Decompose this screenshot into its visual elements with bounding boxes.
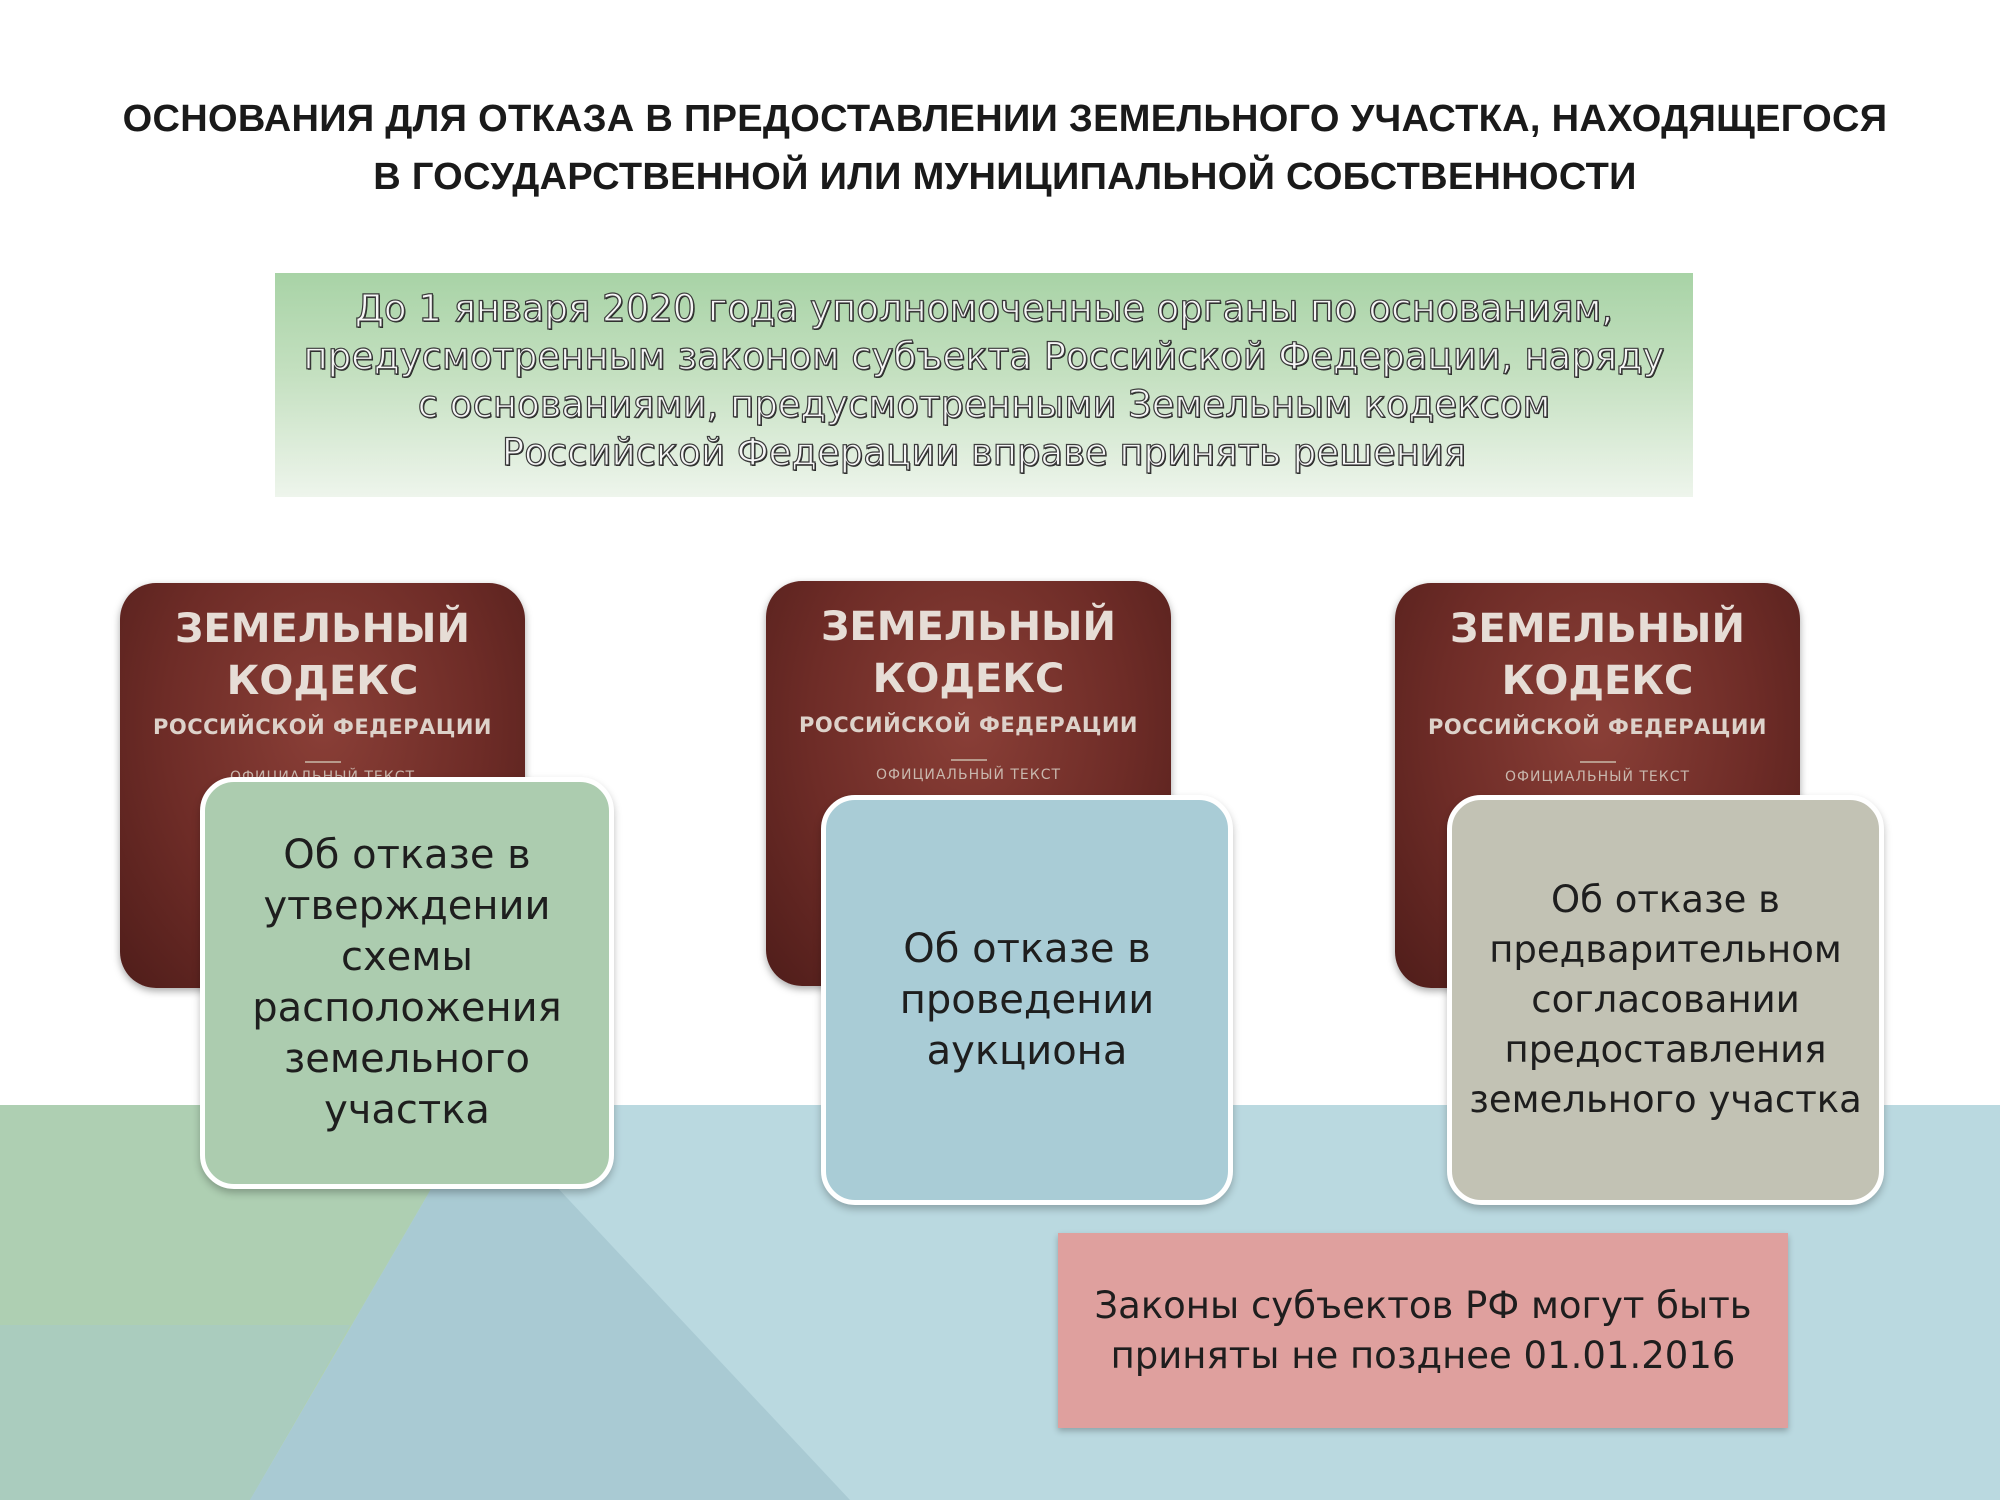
- book-title: [1395, 603, 1800, 707]
- book-subtitle: РОССИЙСКОЙ ФЕДЕРАЦИИ: [798, 713, 1139, 737]
- book-title-line-1: ЗЕМЕЛЬНЫЙ: [1450, 606, 1745, 652]
- card-text: [1469, 875, 1862, 1125]
- card-line: предварительном: [1489, 928, 1842, 971]
- banner-line: предусмотренным законом субъекта Российской Федерации, наряду: [303, 335, 1665, 378]
- banner-line: До 1 января 2020 года уполномоченные органы по основаниям,: [355, 287, 1613, 330]
- card-line: предоставления: [1504, 1028, 1827, 1071]
- note-line: Законы субъектов РФ могут быть: [1094, 1283, 1752, 1327]
- book-divider: [305, 761, 341, 763]
- card-line: Об отказе в: [903, 925, 1151, 972]
- card-line: Об отказе в: [1551, 878, 1780, 921]
- card-preliminary-approval-refusal: [1447, 795, 1884, 1205]
- card-line: согласовании: [1531, 978, 1800, 1021]
- card-line: Об отказе в: [283, 832, 531, 878]
- card-line: утверждении: [263, 883, 551, 929]
- card-line: земельного: [284, 1036, 530, 1082]
- card-line: участка: [324, 1087, 490, 1133]
- card-line: аукциона: [926, 1027, 1128, 1074]
- card-line: земельного участка: [1469, 1078, 1862, 1121]
- book-title: [766, 601, 1171, 705]
- note-text: [1094, 1281, 1751, 1381]
- book-subtitle: РОССИЙСКОЙ ФЕДЕРАЦИИ: [1427, 715, 1768, 739]
- banner-text: [275, 285, 1693, 477]
- card-text: [252, 830, 561, 1136]
- book-small-text: ОФИЦИАЛЬНЫЙ ТЕКСТ: [875, 767, 1062, 783]
- book-title-line-1: ЗЕМЕЛЬНЫЙ: [821, 604, 1116, 650]
- book-small-text: ОФИЦИАЛЬНЫЙ ТЕКСТ: [1504, 769, 1691, 785]
- card-auction-refusal: [821, 795, 1233, 1205]
- card-scheme-refusal: [200, 777, 614, 1189]
- book-title-line-2: КОДЕКС: [226, 658, 419, 704]
- note-line: приняты не позднее 01.01.2016: [1110, 1333, 1736, 1377]
- page-title: [110, 90, 1900, 206]
- card-line: схемы: [340, 934, 473, 980]
- book-subtitle: РОССИЙСКОЙ ФЕДЕРАЦИИ: [152, 715, 493, 739]
- card-line: проведении: [899, 976, 1155, 1023]
- info-banner: [275, 273, 1693, 497]
- card-text: [900, 924, 1155, 1077]
- book-divider: [1580, 761, 1616, 763]
- book-title-line-2: КОДЕКС: [1501, 658, 1694, 704]
- title-line-2: В ГОСУДАРСТВЕННОЙ ИЛИ МУНИЦИПАЛЬНОЙ СОБСТВЕННОСТИ: [373, 156, 1637, 198]
- book-title-line-2: КОДЕКС: [872, 656, 1065, 702]
- book-title-line-1: ЗЕМЕЛЬНЫЙ: [175, 606, 470, 652]
- book-divider: [951, 759, 987, 761]
- deadline-note: [1058, 1233, 1788, 1428]
- card-line: расположения: [252, 985, 562, 1031]
- banner-line: с основаниями, предусмотренными Земельным кодексом: [417, 383, 1551, 426]
- title-line-1: ОСНОВАНИЯ ДЛЯ ОТКАЗА В ПРЕДОСТАВЛЕНИИ ЗЕМЕЛЬНОГО УЧАСТКА, НАХОДЯЩЕГОСЯ: [122, 98, 1888, 140]
- banner-line: Российской Федерации вправе принять решения: [501, 431, 1467, 474]
- book-title: [120, 603, 525, 707]
